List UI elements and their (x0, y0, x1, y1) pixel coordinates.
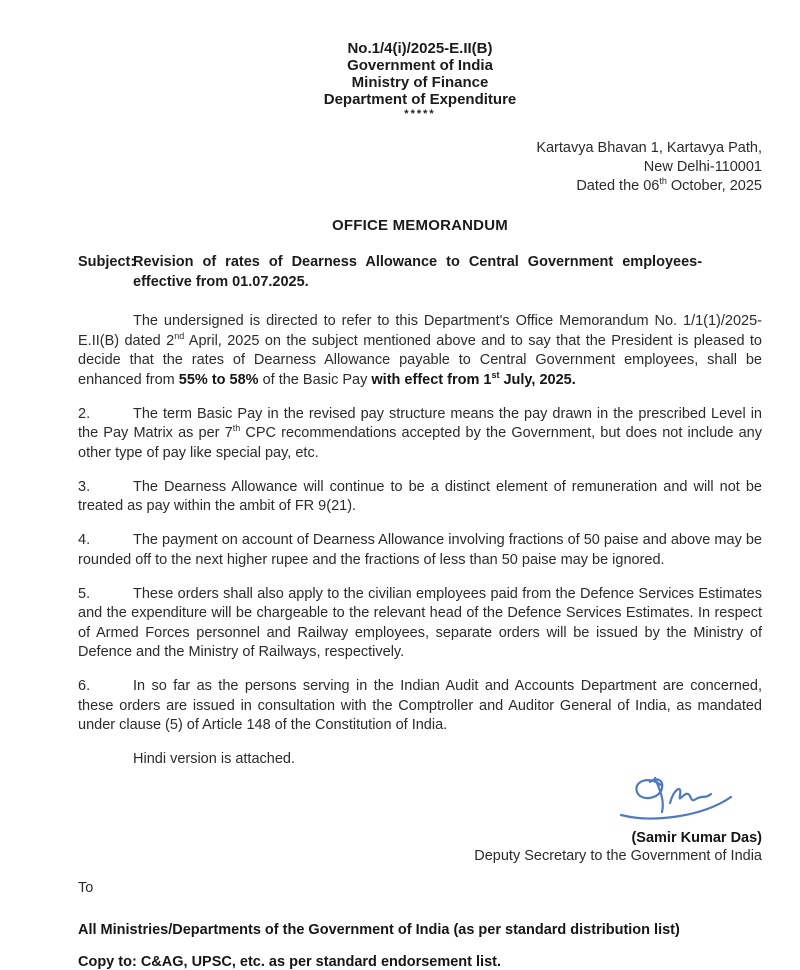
copy-line: Copy to: C&AG, UPSC, etc. as per standard endorsement list. (78, 954, 501, 970)
signature-scribble (614, 772, 738, 824)
memo-title: OFFICE MEMORANDUM (332, 217, 508, 234)
para-number: 4. (78, 532, 91, 548)
address-line-2: New Delhi-110001 (643, 159, 762, 175)
paragraph-text: Hindi version is attached. (133, 751, 295, 767)
para-number: 3. (78, 478, 91, 495)
paragraph-3 (78, 478, 762, 517)
para-number: 6. (78, 678, 91, 694)
org-line-department: Department of Expenditure (323, 91, 517, 108)
signature-block (78, 772, 762, 866)
paragraph-1 (78, 312, 762, 390)
paragraph-text: The payment on account of Dearness Allowance involving fractions of 50 paise and above may be rounded off to the next higher rupee and the fractions of less than 50 paise may be ignored. (78, 532, 762, 568)
address-block (78, 139, 762, 196)
to-label: To (78, 880, 94, 896)
org-line-ministry: Ministry of Finance (351, 74, 489, 91)
subject-line-1: Revision of rates of Dearness Allowance to Central Government employees- (133, 254, 703, 270)
subject-line-2: effective from 01.07.2025. (133, 273, 309, 290)
paragraph-4 (78, 531, 762, 570)
letterhead (78, 40, 762, 121)
signatory-name: (Samir Kumar Das) (631, 830, 762, 846)
subject-text (133, 253, 762, 292)
signatory-designation: Deputy Secretary to the Government of India (474, 848, 762, 864)
paragraph-6 (78, 677, 762, 736)
hindi-version-note (78, 750, 762, 770)
paragraph-text: In so far as the persons serving in the Indian Audit and Accounts Department are concerned, these orders are issued in consultation with the Comptroller and Auditor General of India, as mandated under clause (5) of Article 148 of the Constitution of India. (78, 678, 762, 733)
para-number: 5. (78, 585, 91, 602)
paragraph-text: The Dearness Allowance will continue to be a distinct element of remuneration and will not be treated as pay within the ambit of FR 9(21). (78, 478, 762, 514)
org-line-country: Government of India (347, 57, 493, 74)
star-separator: ***** (404, 108, 436, 120)
address-line-1: Kartavya Bhavan 1, Kartavya Path, (536, 140, 762, 156)
paragraph-text: These orders shall also apply to the civilian employees paid from the Defence Services Estimates and the expenditure will be chargeable to the relevant head of the Defence Services Estimates. In respect of Armed Forces personnel and Railway employees, separate orders will be issued by the Ministry of Defence and the Ministry of Railways, respectively. (78, 585, 762, 660)
para-number: 2. (78, 405, 91, 422)
subject-block (78, 253, 762, 292)
paragraph-5 (78, 585, 762, 663)
date-line: Dated the 06th October, 2025 (576, 176, 762, 194)
paragraph-2 (78, 405, 762, 464)
distribution-line: All Ministries/Departments of the Government of India (as per standard distribution list) (78, 922, 680, 938)
doc-ref-number: No.1/4(i)/2025-E.II(B) (347, 40, 493, 57)
paragraph-text: The undersigned is directed to refer to this Department's Office Memorandum No. 1/1(1)/2025-E.II(B) dated 2nd April, 2025 on the subject mentioned above and to say that the President is pleased to decide that the rates of Dearness Allowance payable to Central Government employees, shall be enhanced from 55% to 58% of the Basic Pay with effect from 1st July, 2025. (78, 313, 762, 388)
subject-label: Subject: (78, 254, 136, 270)
paragraph-text: The term Basic Pay in the revised pay structure means the pay drawn in the prescribed Level in the Pay Matrix as per 7th CPC recommendations accepted by the Government, but does not include any other type of pay like special pay, etc. (78, 405, 762, 461)
